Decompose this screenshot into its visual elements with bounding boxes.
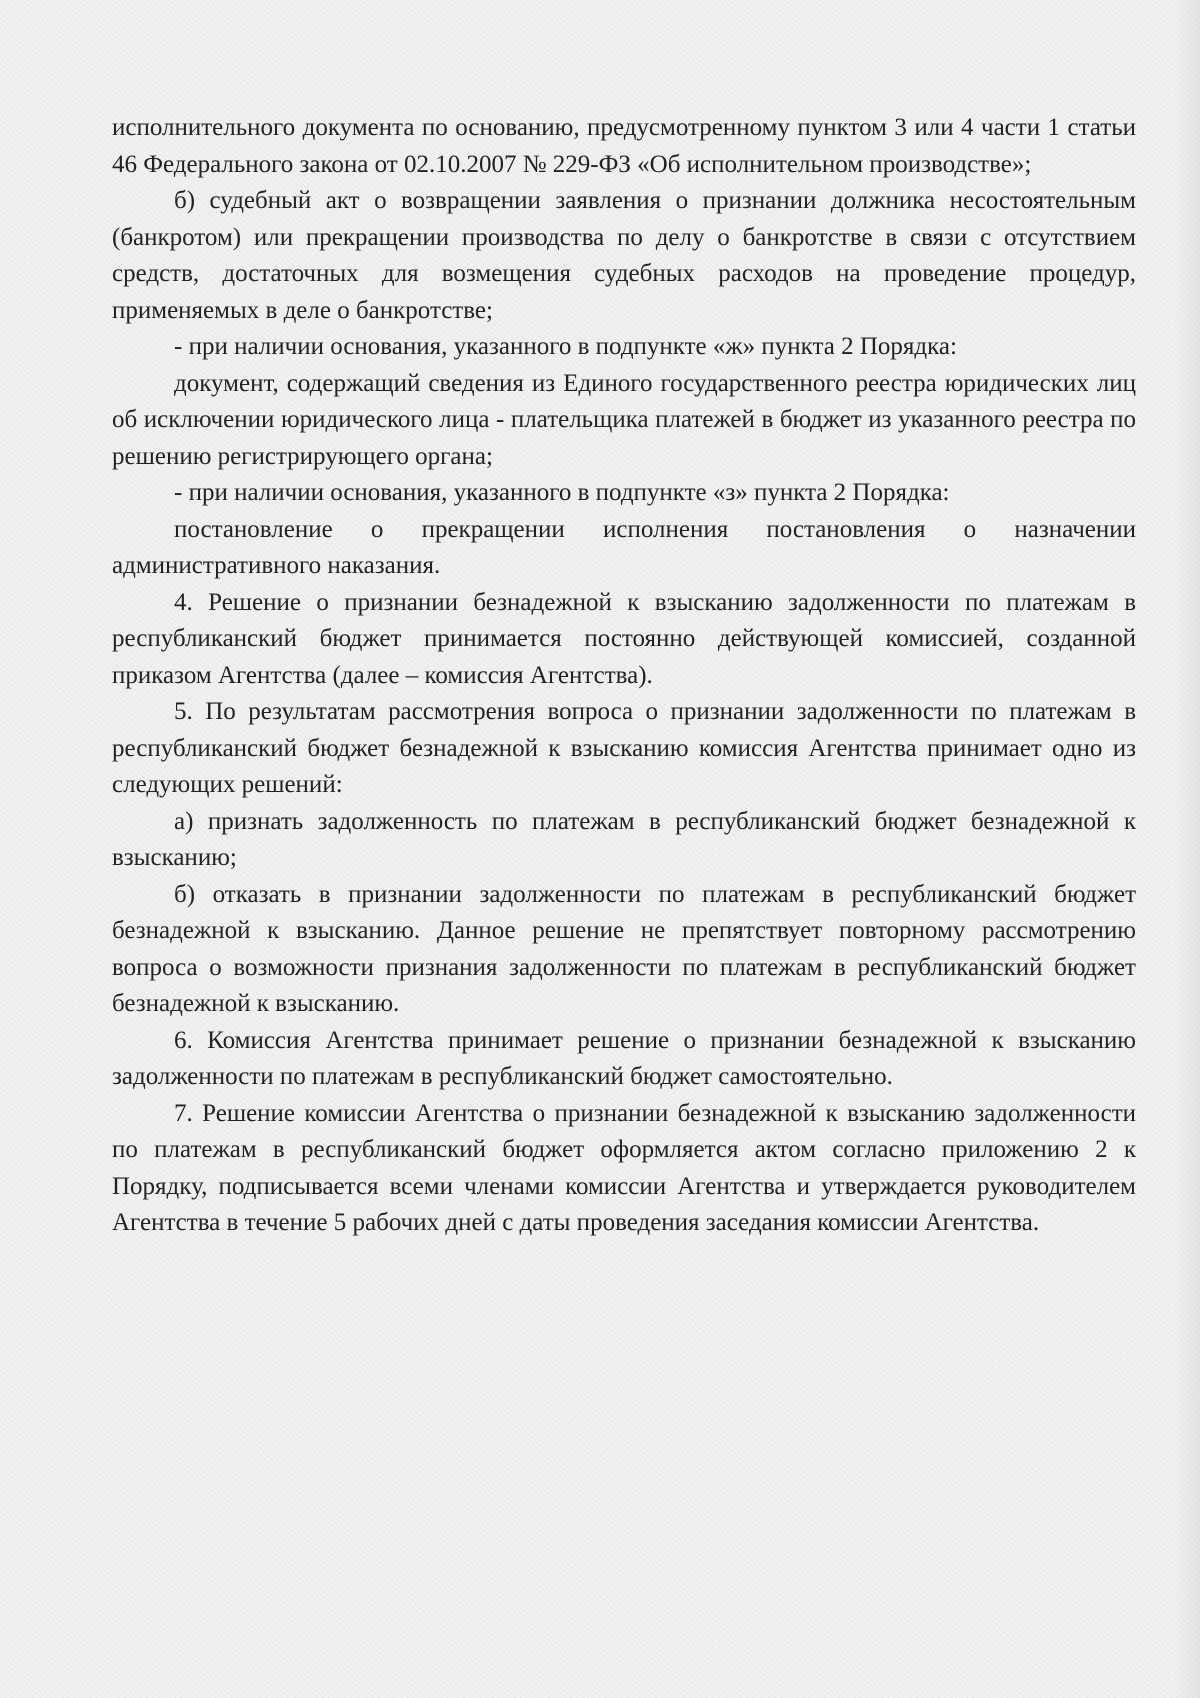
paragraph-basis-z: - при наличии основания, указанного в подпункте «з» пункта 2 Порядка: [174,479,950,506]
paragraph-basis-zh: - при наличии основания, указанного в подпункте «ж» пункта 2 Порядка: [174,333,957,360]
paragraph-section-4: 4. Решение о признании безнадежной к взысканию задолженности по платежам в республиканский бюджет принимается постоянно действующей комиссией, созданной приказом Агентства (далее – комиссия Агентства). [112,588,1136,689]
document-body [112,110,1136,1242]
paragraph-resolution-termination: постановление о прекращении исполнения постановления о назначении административного наказания. [112,515,1136,579]
paragraph-egrul-document: документ, содержащий сведения из Единого государственного реестра юридических лиц об исключении юридического лица - плательщика платежей в бюджет из указанного реестра по решению регистрирующего органа; [112,369,1136,470]
paragraph-section-7: 7. Решение комиссии Агентства о признании безнадежной к взысканию задолженности по платежам в республиканский бюджет оформляется актом согласно приложению 2 к Порядку, подписывается всеми членами комиссии Агентства и утверждается руководителем Агентства в течение 5 рабочих дней с даты проведения заседания комиссии Агентства. [112,1099,1136,1236]
paragraph-section-5-a: а) признать задолженность по платежам в республиканский бюджет безнадежной к взысканию; [112,807,1136,871]
paragraph-continuation: исполнительного документа по основанию, предусмотренному пунктом 3 или 4 части 1 статьи 46 Федерального закона от 02.10.2007 № 229-ФЗ «Об исполнительном производстве»; [112,114,1136,178]
paragraph-section-5: 5. По результатам рассмотрения вопроса о признании задолженности по платежам в республиканский бюджет безнадежной к взысканию комиссия Агентства принимает одно из следующих решений: [112,698,1136,798]
paragraph-section-6: 6. Комиссия Агентства принимает решение о признании безнадежной к взысканию задолженности по платежам в республиканский бюджет самостоятельно. [112,1026,1136,1090]
paragraph-section-5-b: б) отказать в признании задолженности по платежам в республиканский бюджет безнадежной к взысканию. Данное решение не препятствует повторному рассмотрению вопроса о возможности признания задолженности по платежам в республиканский бюджет безнадежной к взысканию. [112,880,1136,1017]
paragraph-item-b-court-act: б) судебный акт о возвращении заявления о признании должника несостоятельным (банкротом) или прекращении производства по делу о банкротстве в связи с отсутствием средств, достаточных для возмещения судебных расходов на проведение процедур, применяемых в деле о банкротстве; [112,187,1136,324]
